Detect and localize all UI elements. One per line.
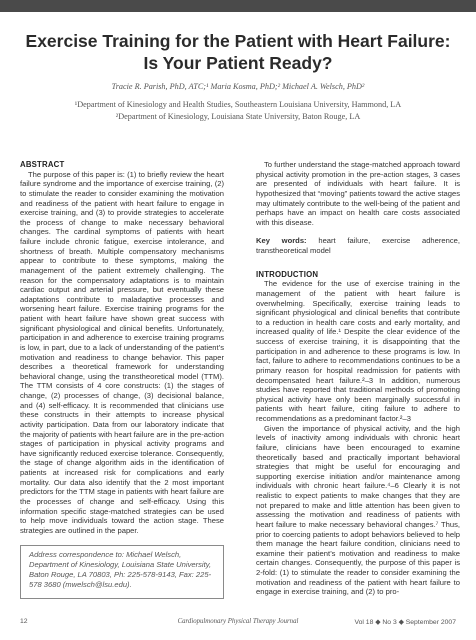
abstract-continued-paragraph: To further understand the stage-matched approach toward physical activity promotion in the pre-action stages, 3 cases are presented of individuals with heart failure. It is hypothesized that “moving” patients toward the active stages may ultimately contribute to the well-being of the patient and perhaps have an impact on health care costs associated with this disease.: [256, 160, 460, 227]
page-number: 12: [20, 618, 28, 625]
introduction-paragraph-1: The evidence for the use of exercise training in the management of the patient with heart failure is overwhelming. Specifically, exercise training leads to significant physiological and clinical benefits that contribute to a reduction in health care costs and early mortality, and increased quality of life.¹ Despite the clear evidence of the success of exercise training, it is disappointing that the participation in and adherence to these programs is low. In fact, failure to adhere to recommendations continues to be a primary reason for hospital readmission for patients with decompensated heart failure.²–3 In addition, numerous studies have reported that traditional methods of promoting physical activity have only been marginally successful in patients with heart failure, citing failure to adhere to recommendations as a predominant factor.²–3: [256, 279, 460, 423]
page-header-bar: [0, 0, 476, 12]
keywords-text: heart failure, exercise adherence, transtheoretical model: [256, 236, 460, 255]
authors: Tracie R. Parish, PhD, ATC;¹ Maria Kosma, PhD;² Michael A. Welsch, PhD²: [111, 82, 365, 91]
title-line-2: Is Your Patient Ready?: [143, 53, 333, 73]
page-footer: [20, 618, 456, 628]
affiliation-1: ¹Department of Kinesiology and Health Studies, Southeastern Louisiana University, Hammond, LA: [74, 100, 402, 109]
keywords: [256, 236, 460, 255]
right-column: [256, 160, 460, 597]
abstract-heading: ABSTRACT: [20, 160, 65, 169]
introduction-paragraph-2: Given the importance of physical activity, and the high levels of inactivity among individuals with chronic heart failure, clinicians have been encouraged to examine theoretically based and practically important behavioral strategies that might be useful for encouraging and supporting exercise initiation and/or maintenance among individuals with chronic heart failure.⁴–6 Clearly it is not realistic to expect patients to make changes that they are not prepared to make and little attention has been given to assessing the motivation and readiness of patients with heart failure to make necessary behavioral changes.⁷ Thus, prior to coercing patients to adopt behaviors believed to help them manage the heart failure condition, clinicians need to examine their patient’s motivation and readiness to make certain changes. Consequently, the purpose of this paper is 2-fold: (1) to stimulate the reader to consider examining the motivation and readiness of the patient with heart failure to engage in exercise training, and (2) to pro-: [256, 423, 460, 597]
article-title: [20, 30, 456, 74]
address-correspondence-box: [20, 545, 224, 599]
abstract-text: The purpose of this paper is: (1) to briefly review the heart failure syndrome and the importance of exercise training, (2) to stimulate the reader to consider examining the motivation and readiness of the patient with heart failure to engage in exercise training, and (3) to provide strategies to accelerate the process of change to make necessary behavioral changes. The cardinal symptoms of patients with heart failure include chronic fatigue, exercise intolerance, and shortness of breath. Multiple compensatory mechanisms appear to contribute to these symptoms, making the management of the patient extremely challenging. The reason for the compensatory adaptations is to maintain cardiac output and arterial pressure, but eventually these adaptations contribute to maladaptive processes and worsening heart failure. Exercise training programs for the patient with heart failure have shown great success with significant physiological and clinical benefits. Unfortunately, participation in and adherence to exercise training programs is low, in part, due to a lack of understanding of the patient’s motivation and readiness to change behavior. This paper describes a theoretical framework for understanding behavioral change, using the transtheoretical model (TTM). The TTM consists of 4 core constructs: (1) the stages of change, (2) processes of change, (3) decisional balance, and (4) self-efficacy. It is recommended that clinicians use these constructs in their attempts to increase physical activity participation. Data from our laboratory indicate that the majority of patients with heart failure are in the pre-action stages of participation in physical activity programs and have significantly reduced exercise tolerance. Consequently, the stage of change algorithm aids in the identification of patients at increased risk for complications and early mortality. Our data also identify that the 2 most important predictors for the TTM stage in patients with heart failure are the processes of change and self-efficacy. Using this information specific stage-matched strategies can be used to help move individuals toward the action stage. These strategies are outlined in the paper.: [20, 169, 224, 535]
affiliation-2: ²Department of Kinesiology, Louisiana State University, Baton Rouge, LA: [115, 112, 361, 121]
title-line-1: Exercise Training for the Patient with Heart Failure:: [25, 31, 451, 51]
keywords-label: Key words:: [256, 236, 307, 246]
introduction-heading: INTRODUCTION: [256, 269, 319, 279]
journal-name: Cardiopulmonary Physical Therapy Journal: [177, 618, 299, 625]
issue-info: Vol 18 ◆ No 3 ◆ September 2007: [354, 619, 456, 626]
address-text: Address correspondence to: Michael Welsch, Department of Kinesiology, Louisiana State University, Baton Rouge, LA 70803, Ph: 225-578-9143, Fax: 225-578 3680 (mwelsch@lsu.edu).: [29, 550, 212, 589]
left-column: [20, 160, 224, 535]
